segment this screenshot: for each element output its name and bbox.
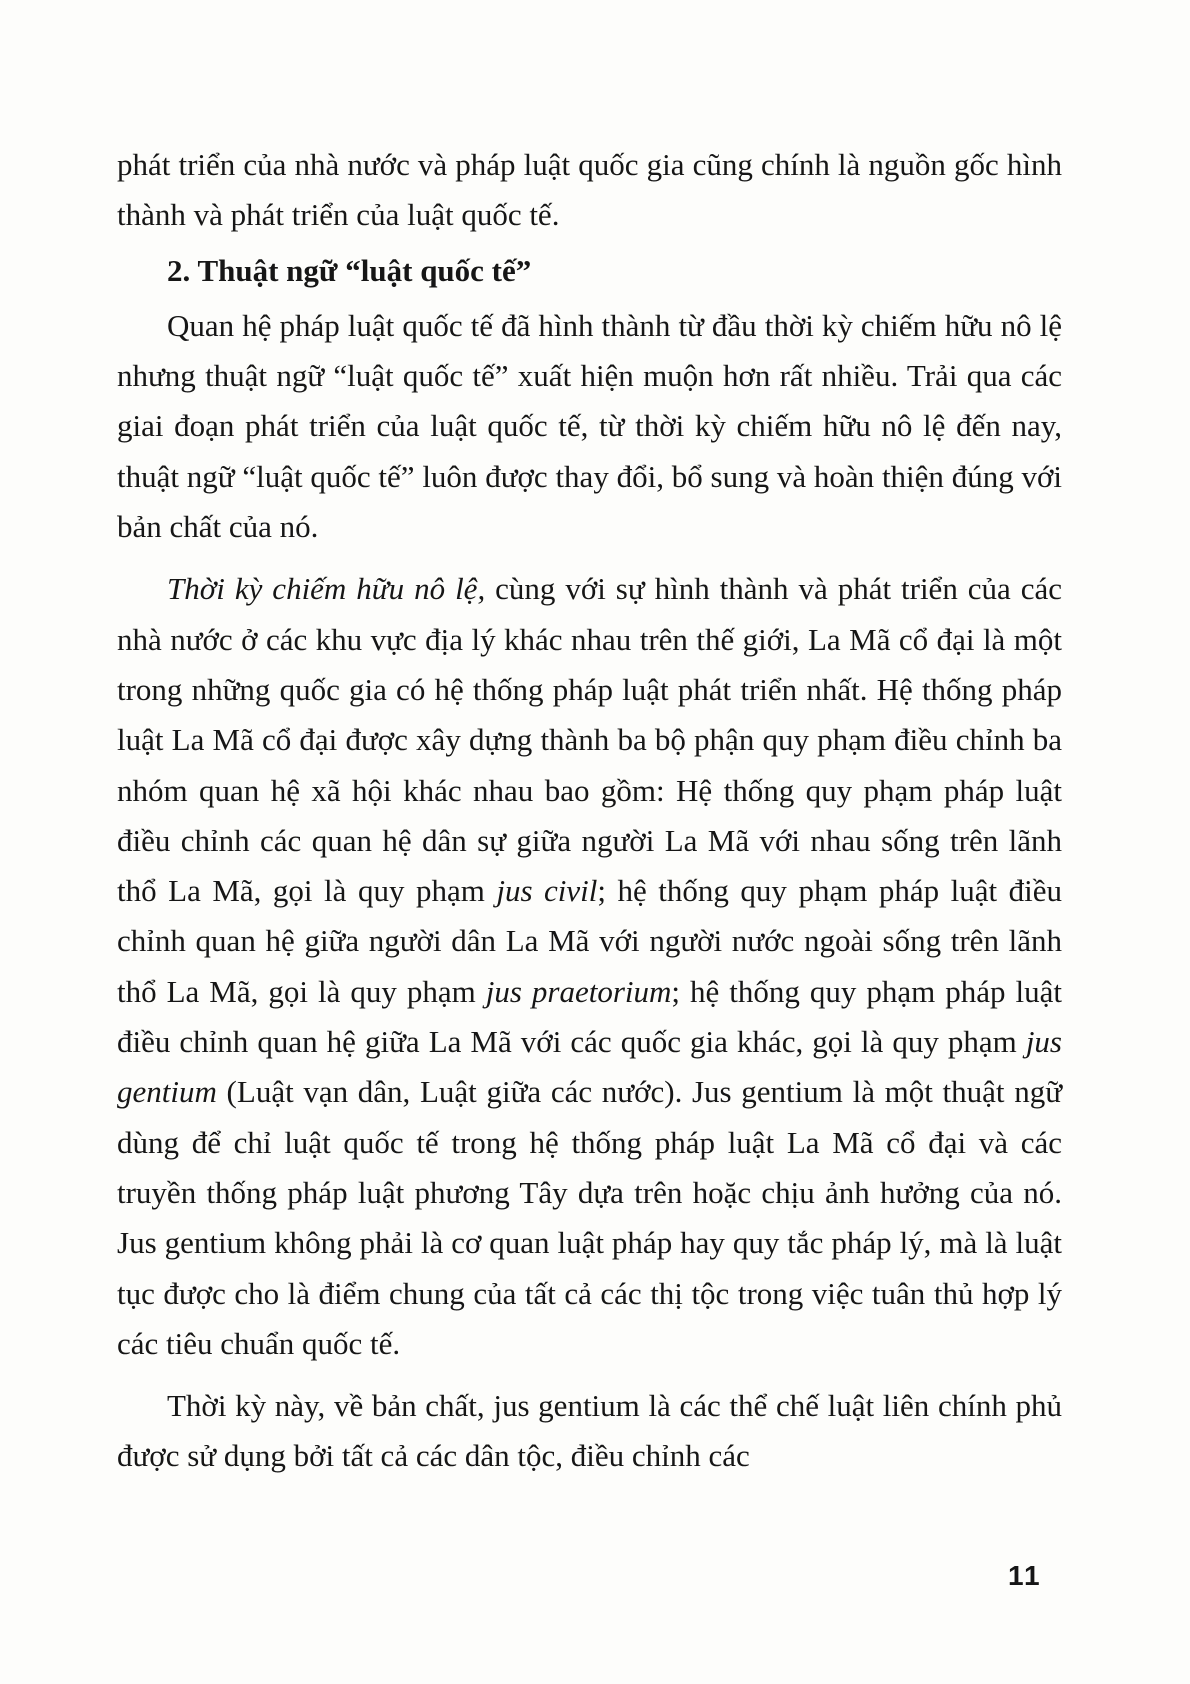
latin-term-jus-praetorium: jus praetorium (485, 973, 672, 1009)
latin-term-jus-civil: jus civil (496, 873, 598, 909)
page-body (117, 140, 1062, 1482)
paragraph-nature: Thời kỳ này, về bản chất, jus gentium là các thể chế luật liên chính phủ được sử dụng bởi tất cả các dân tộc, điều chỉnh các (117, 1388, 1062, 1474)
paragraph-text: (Luật vạn dân, Luật giữa các nước). Jus gentium là một thuật ngữ dùng để chỉ luật quốc tế trong hệ thống pháp luật La Mã cổ đại và các truyền thống pháp luật phương Tây dựa trên hoặc chịu ảnh hưởng của nó. Jus gentium không phải là cơ quan luật pháp hay quy tắc pháp lý, mà là luật tục được cho là điểm chung của tất cả các thị tộc trong việc tuân thủ hợp lý các tiêu chuẩn quốc tế. (117, 1074, 1062, 1361)
italic-lead-phrase: Thời kỳ chiếm hữu nô lệ, (167, 571, 486, 607)
section-heading: 2. Thuật ngữ “luật quốc tế” (167, 252, 532, 288)
paragraph-slavery-era (117, 564, 1062, 1369)
paragraph-text: ; hệ thống quy phạm pháp luật điều chỉnh quan hệ giữa La Mã với các quốc gia khác, gọi là quy phạm (117, 973, 1062, 1060)
page-number: 11 (1008, 1560, 1042, 1591)
paragraph-text: ; hệ thống quy phạm pháp luật điều chỉnh quan hệ giữa người dân La Mã với người nước ngoài sống trên lãnh thổ La Mã, gọi là quy phạm (117, 873, 1062, 1009)
latin-term-jus-gentium: jus gentium (117, 1024, 1062, 1110)
paragraph-text: cùng với sự hình thành và phát triển của các nhà nước ở các khu vực địa lý khác nhau trên thế giới, La Mã cổ đại là một trong những quốc gia có hệ thống pháp luật phát triển nhất. Hệ thống pháp luật La Mã cổ đại được xây dựng thành ba bộ phận quy phạm điều chỉnh ba nhóm quan hệ xã hội khác nhau bao gồm: Hệ thống quy phạm pháp luật điều chỉnh các quan hệ dân sự giữa người La Mã với nhau sống trên lãnh thổ La Mã, gọi là quy phạm (117, 571, 1063, 909)
paragraph-terminology: Quan hệ pháp luật quốc tế đã hình thành từ đầu thời kỳ chiếm hữu nô lệ nhưng thuật ngữ “luật quốc tế” xuất hiện muộn hơn rất nhiều. Trải qua các giai đoạn phát triển của luật quốc tế, từ thời kỳ chiếm hữu nô lệ đến nay, thuật ngữ “luật quốc tế” luôn được thay đổi, bổ sung và hoàn thiện đúng với bản chất của nó. (117, 307, 1062, 545)
paragraph-continued: phát triển của nhà nước và pháp luật quốc gia cũng chính là nguồn gốc hình thành và phát triển của luật quốc tế. (117, 147, 1062, 233)
